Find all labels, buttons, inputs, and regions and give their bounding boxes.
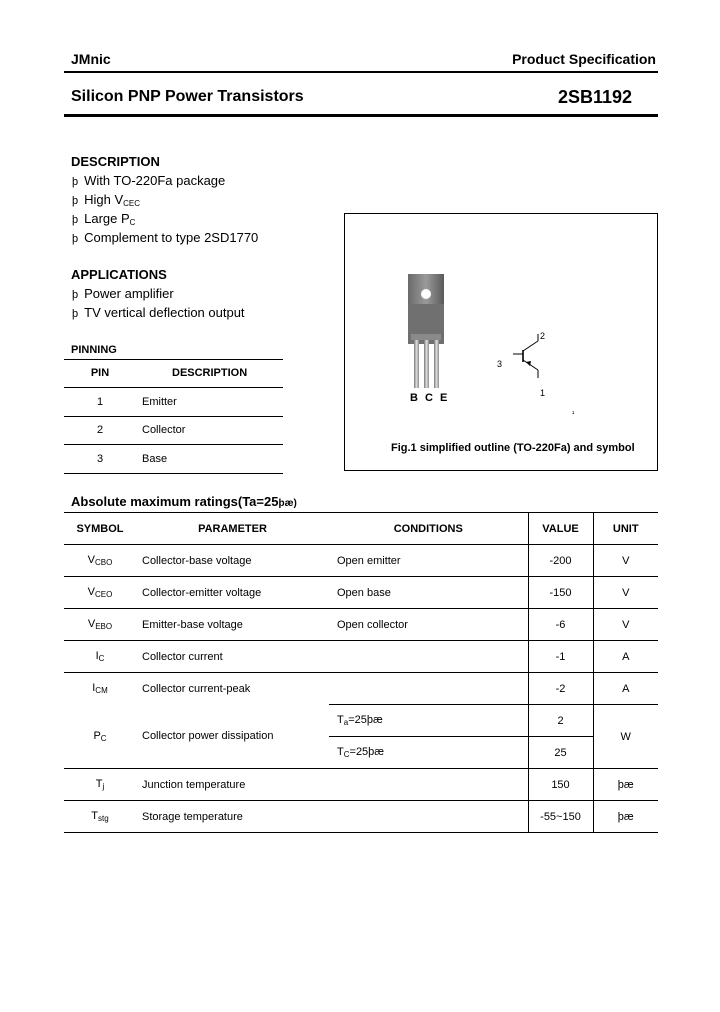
application-item: þ TV vertical deflection output: [72, 305, 245, 320]
figure-box: [344, 213, 658, 471]
pinning-row-rule: [64, 444, 283, 445]
row-parameter: Collector current-peak: [142, 682, 251, 695]
row-unit: V: [593, 577, 658, 609]
row-conditions: [329, 673, 528, 705]
row-symbol: $T_j$: [95, 778, 105, 791]
applications-heading: APPLICATIONS: [71, 267, 167, 282]
row-value: 150: [528, 769, 593, 801]
row-symbol: $P_C$: [64, 705, 136, 769]
row-conditions: $T_a=25þæ$: [329, 705, 528, 737]
desc-col-header: DESCRIPTION: [172, 367, 248, 379]
row-value: 25: [528, 737, 593, 769]
col-parameter-header: PARAMETER: [198, 522, 267, 535]
pinning-row-rule: [64, 416, 283, 417]
pinning-bottom-rule: [64, 473, 283, 474]
row-parameter: Storage temperature: [142, 810, 243, 823]
pin-description: Base: [142, 453, 168, 465]
symbol-pin-3: 3: [497, 359, 503, 369]
pin-number: 2: [96, 424, 104, 436]
description-item: þ With TO-220Fa package: [72, 173, 226, 188]
package-pin-labels: B C E: [410, 392, 450, 404]
row-value: -1: [528, 641, 593, 673]
pinning-heading: PINNING: [71, 344, 117, 356]
description-item: þ Complement to type 2SD1770: [72, 230, 259, 245]
row-conditions: [329, 641, 528, 673]
table-row: [64, 801, 658, 833]
row-unit: V: [593, 609, 658, 641]
row-value: -200: [528, 545, 593, 577]
row-conditions: [329, 801, 528, 833]
part-number: 2SB1192: [558, 87, 633, 107]
row-parameter: Collector-emitter voltage: [142, 586, 262, 599]
figure-caption: Fig.1 simplified outline (TO-220Fa) and symbol: [391, 442, 635, 454]
row-parameter: Collector current: [142, 650, 223, 663]
doc-title: Silicon PNP Power Transistors: [71, 88, 304, 105]
row-parameter: Emitter-base voltage: [142, 618, 243, 631]
symbol-pin-1: 1: [540, 388, 546, 398]
col-unit-header: UNIT: [593, 513, 658, 545]
col-value-header: VALUE: [528, 513, 593, 545]
pin-description: Emitter: [142, 396, 177, 408]
row-unit: A: [593, 673, 658, 705]
table-row: [64, 577, 658, 609]
row-unit: þæ: [593, 801, 658, 833]
row-symbol: $V_{EBO}$: [87, 618, 113, 631]
ratings-heading: Absolute maximum ratings(Ta=25þæ): [71, 494, 297, 509]
brand-name: JMnic: [71, 51, 111, 67]
pinning-header-rule: [64, 387, 283, 388]
package-image: [345, 214, 657, 470]
row-unit: V: [593, 545, 658, 577]
table-row: [64, 609, 658, 641]
row-parameter: Collector-base voltage: [142, 554, 252, 567]
stray-mark: ¹: [572, 411, 575, 418]
pin-col-header: PIN: [90, 367, 110, 379]
table-row: [64, 705, 658, 737]
table-row: [64, 673, 658, 705]
row-unit: þæ: [593, 769, 658, 801]
row-value: -55~150: [528, 801, 593, 833]
description-item: þ High $V_{CEC}$: [72, 192, 141, 208]
col-symbol-header: SYMBOL: [76, 522, 124, 535]
row-symbol: $V_{CBO}$: [87, 554, 113, 567]
title-rule: [64, 114, 658, 117]
symbol-pin-2: 2: [540, 331, 546, 341]
description-item: þ Large $P_C$: [72, 211, 136, 227]
col-conditions-header: CONDITIONS: [393, 522, 463, 535]
table-row: [64, 641, 658, 673]
application-item: þ Power amplifier: [72, 286, 174, 301]
row-conditions: Open base: [337, 586, 391, 599]
row-parameter: Junction temperature: [142, 778, 246, 791]
row-unit: A: [593, 641, 658, 673]
table-row: [64, 545, 658, 577]
row-symbol: $T_{stg}$: [91, 810, 109, 823]
row-value: -2: [528, 673, 593, 705]
doc-type: Product Specification: [512, 51, 656, 67]
row-conditions: $T_C=25þæ$: [337, 746, 385, 759]
row-symbol: $I_C$: [95, 650, 105, 663]
row-value: -6: [528, 609, 593, 641]
row-symbol: $I_{CM}$: [92, 682, 108, 696]
pin-description: Collector: [142, 424, 186, 436]
header-rule: [64, 71, 658, 73]
table-header-row: [64, 513, 658, 545]
row-value: 2: [528, 705, 593, 737]
pin-number: 3: [96, 453, 104, 465]
pin-number: 1: [96, 396, 104, 408]
row-symbol: $V_{CEO}$: [87, 586, 113, 599]
table-row: [64, 769, 658, 801]
description-heading: DESCRIPTION: [71, 154, 160, 169]
row-conditions: Open emitter: [337, 554, 401, 567]
row-value: -150: [528, 577, 593, 609]
pinning-top-rule: [64, 359, 283, 360]
row-parameter: Collector power dissipation: [136, 705, 329, 769]
row-conditions: Open collector: [337, 618, 408, 631]
row-conditions: [329, 769, 528, 801]
ratings-table: [64, 512, 658, 833]
row-unit: W: [593, 705, 658, 769]
